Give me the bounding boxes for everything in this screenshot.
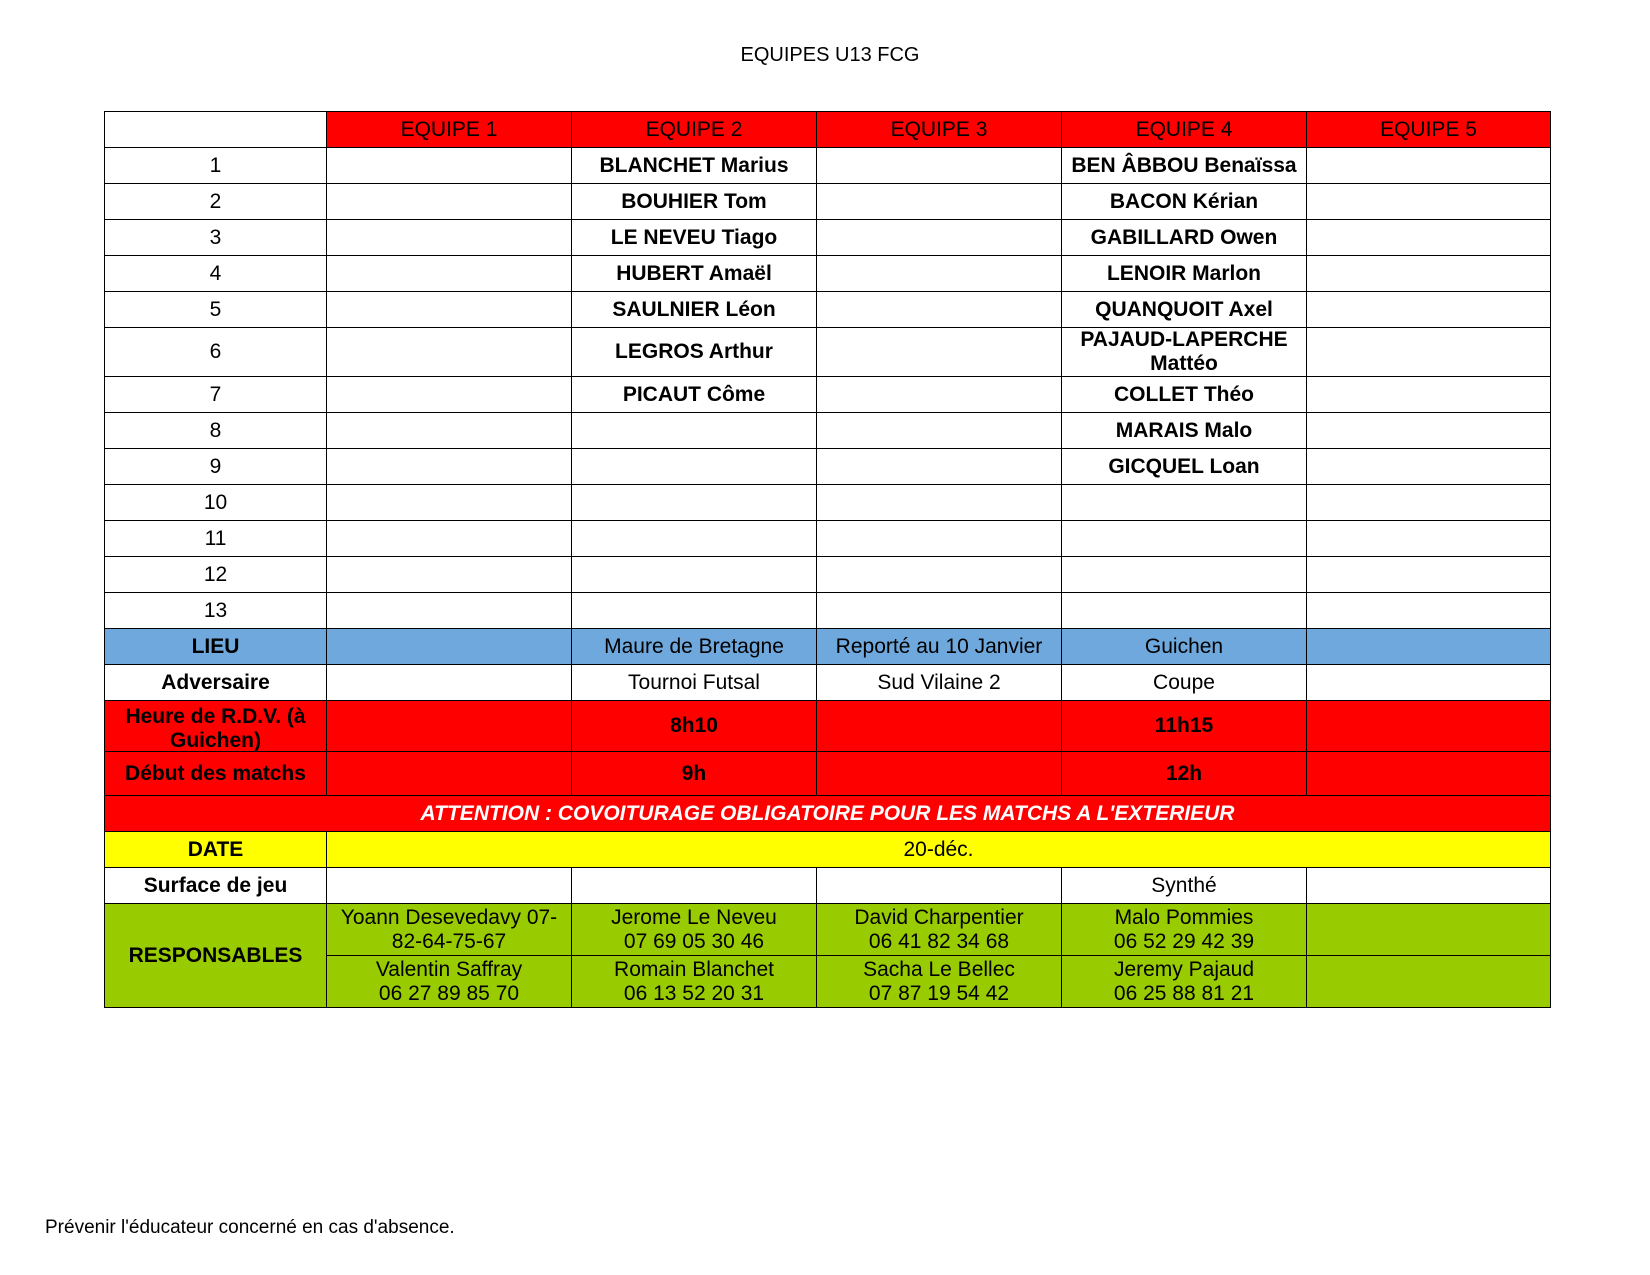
- player-cell: [1307, 521, 1551, 557]
- row-number: 3: [105, 220, 327, 256]
- player-cell: [817, 593, 1062, 629]
- row-number: 6: [105, 328, 327, 377]
- player-cell: [817, 184, 1062, 220]
- player-row: [105, 292, 1551, 328]
- player-cell: [1062, 593, 1307, 629]
- player-cell: BACON Kérian: [1062, 184, 1307, 220]
- player-cell: BEN ÂBBOU Benaïssa: [1062, 148, 1307, 184]
- heure-rdv-cell: 11h15: [1062, 701, 1307, 752]
- player-row: [105, 220, 1551, 256]
- responsable-cell: Valentin Saffray 06 27 89 85 70: [327, 956, 572, 1008]
- row-number: 11: [105, 521, 327, 557]
- player-cell: [817, 256, 1062, 292]
- player-cell: [1307, 220, 1551, 256]
- player-cell: [1307, 413, 1551, 449]
- player-cell: [1307, 485, 1551, 521]
- responsable-cell: [1307, 904, 1551, 956]
- player-cell: [327, 413, 572, 449]
- adversaire-cell: Sud Vilaine 2: [817, 665, 1062, 701]
- debut-cell: [327, 752, 572, 796]
- lieu-cell: [1307, 629, 1551, 665]
- row-number: 8: [105, 413, 327, 449]
- surface-cell: [572, 868, 817, 904]
- player-cell: [572, 413, 817, 449]
- responsable-cell: Yoann Desevedavy 07-82-64-75-67: [327, 904, 572, 956]
- responsable-cell: Jerome Le Neveu 07 69 05 30 46: [572, 904, 817, 956]
- heure-rdv-cell: 8h10: [572, 701, 817, 752]
- player-cell: [327, 449, 572, 485]
- player-row: [105, 377, 1551, 413]
- player-cell: QUANQUOIT Axel: [1062, 292, 1307, 328]
- surface-cell: [1307, 868, 1551, 904]
- lieu-label: LIEU: [105, 629, 327, 665]
- responsable-cell: Malo Pommies 06 52 29 42 39: [1062, 904, 1307, 956]
- lieu-row: [105, 629, 1551, 665]
- player-cell: HUBERT Amaël: [572, 256, 817, 292]
- player-cell: [327, 220, 572, 256]
- player-row: [105, 256, 1551, 292]
- player-cell: [572, 485, 817, 521]
- player-cell: COLLET Théo: [1062, 377, 1307, 413]
- player-cell: [817, 413, 1062, 449]
- adversaire-row: [105, 665, 1551, 701]
- heure-rdv-cell: [817, 701, 1062, 752]
- adversaire-cell: [1307, 665, 1551, 701]
- team-header: EQUIPE 2: [572, 112, 817, 148]
- row-number: 4: [105, 256, 327, 292]
- player-cell: [572, 521, 817, 557]
- lieu-cell: Guichen: [1062, 629, 1307, 665]
- heure-rdv-row: [105, 701, 1551, 752]
- player-row: [105, 449, 1551, 485]
- team-header: EQUIPE 1: [327, 112, 572, 148]
- player-cell: [327, 292, 572, 328]
- player-cell: MARAIS Malo: [1062, 413, 1307, 449]
- row-number: 12: [105, 557, 327, 593]
- player-cell: LENOIR Marlon: [1062, 256, 1307, 292]
- player-cell: [327, 485, 572, 521]
- date-row: [105, 832, 1551, 868]
- debut-cell: [1307, 752, 1551, 796]
- team-header: EQUIPE 3: [817, 112, 1062, 148]
- adversaire-label: Adversaire: [105, 665, 327, 701]
- player-row: [105, 485, 1551, 521]
- debut-cell: [817, 752, 1062, 796]
- debut-cell: 12h: [1062, 752, 1307, 796]
- player-cell: [327, 328, 572, 377]
- player-cell: [572, 449, 817, 485]
- adversaire-cell: [327, 665, 572, 701]
- heure-rdv-label: Heure de R.D.V. (à Guichen): [125, 705, 306, 751]
- player-cell: [1062, 557, 1307, 593]
- player-cell: [817, 485, 1062, 521]
- player-cell: [327, 593, 572, 629]
- surface-cell: Synthé: [1062, 868, 1307, 904]
- player-cell: [817, 148, 1062, 184]
- responsable-cell: [1307, 956, 1551, 1008]
- player-cell: GABILLARD Owen: [1062, 220, 1307, 256]
- player-cell: [1307, 557, 1551, 593]
- player-cell: [817, 328, 1062, 377]
- row-number: 9: [105, 449, 327, 485]
- player-cell: PICAUT Côme: [572, 377, 817, 413]
- player-row: [105, 328, 1551, 377]
- debut-row: [105, 752, 1551, 796]
- responsable-cell: David Charpentier 06 41 82 34 68: [817, 904, 1062, 956]
- heure-rdv-cell: [327, 701, 572, 752]
- player-cell: [572, 593, 817, 629]
- player-cell: [817, 557, 1062, 593]
- player-row: [105, 184, 1551, 220]
- debut-cell: 9h: [572, 752, 817, 796]
- player-cell: [1307, 449, 1551, 485]
- surface-cell: [817, 868, 1062, 904]
- player-cell: [817, 292, 1062, 328]
- player-cell: [327, 377, 572, 413]
- player-row: [105, 593, 1551, 629]
- player-row: [105, 148, 1551, 184]
- row-number: 10: [105, 485, 327, 521]
- player-cell: GICQUEL Loan: [1062, 449, 1307, 485]
- player-cell: LE NEVEU Tiago: [572, 220, 817, 256]
- player-cell: [817, 449, 1062, 485]
- heure-rdv-label-cell: [105, 701, 327, 752]
- surface-row: [105, 868, 1551, 904]
- player-cell: [327, 521, 572, 557]
- player-cell: [327, 256, 572, 292]
- player-cell: [1307, 256, 1551, 292]
- team-roster-table: [104, 111, 1551, 1008]
- team-header: EQUIPE 5: [1307, 112, 1551, 148]
- attention-row: [105, 796, 1551, 832]
- corner-cell: [105, 112, 327, 148]
- responsable-cell: Romain Blanchet 06 13 52 20 31: [572, 956, 817, 1008]
- lieu-cell: Reporté au 10 Janvier: [817, 629, 1062, 665]
- row-number: 5: [105, 292, 327, 328]
- player-cell: PAJAUD-LAPERCHE Mattéo: [1062, 328, 1307, 377]
- player-cell: LEGROS Arthur: [572, 328, 817, 377]
- player-cell: [327, 557, 572, 593]
- player-cell: [817, 220, 1062, 256]
- player-cell: [817, 521, 1062, 557]
- player-cell: [327, 184, 572, 220]
- player-cell: [327, 148, 572, 184]
- heure-rdv-cell: [1307, 701, 1551, 752]
- player-cell: [1307, 292, 1551, 328]
- date-value: 20-déc.: [327, 832, 1551, 868]
- team-header: EQUIPE 4: [1062, 112, 1307, 148]
- row-number: 7: [105, 377, 327, 413]
- responsables-row-1: [105, 904, 1551, 956]
- player-row: [105, 521, 1551, 557]
- header-row: [105, 112, 1551, 148]
- player-cell: BLANCHET Marius: [572, 148, 817, 184]
- surface-cell: [327, 868, 572, 904]
- row-number: 2: [105, 184, 327, 220]
- player-cell: SAULNIER Léon: [572, 292, 817, 328]
- lieu-cell: Maure de Bretagne: [572, 629, 817, 665]
- responsable-cell: Jeremy Pajaud 06 25 88 81 21: [1062, 956, 1307, 1008]
- row-number: 13: [105, 593, 327, 629]
- adversaire-cell: Coupe: [1062, 665, 1307, 701]
- player-rows: [105, 148, 1551, 629]
- surface-label: Surface de jeu: [105, 868, 327, 904]
- player-row: [105, 557, 1551, 593]
- player-cell: [1307, 148, 1551, 184]
- footer-note: Prévenir l'éducateur concerné en cas d'absence.: [45, 1217, 455, 1238]
- player-cell: [1307, 184, 1551, 220]
- player-cell: [1307, 328, 1551, 377]
- row-number: 1: [105, 148, 327, 184]
- debut-label: Début des matchs: [105, 752, 327, 796]
- responsable-cell: Sacha Le Bellec 07 87 19 54 42: [817, 956, 1062, 1008]
- player-cell: [572, 557, 817, 593]
- player-cell: BOUHIER Tom: [572, 184, 817, 220]
- player-cell: [1307, 377, 1551, 413]
- player-cell: [1062, 485, 1307, 521]
- player-cell: [1062, 521, 1307, 557]
- date-label: DATE: [105, 832, 327, 868]
- player-row: [105, 413, 1551, 449]
- attention-banner: ATTENTION : COVOITURAGE OBLIGATOIRE POUR LES MATCHS A L'EXTERIEUR: [105, 796, 1551, 832]
- adversaire-cell: Tournoi Futsal: [572, 665, 817, 701]
- responsables-label: RESPONSABLES: [105, 904, 327, 1008]
- player-cell: [1307, 593, 1551, 629]
- player-cell: [817, 377, 1062, 413]
- lieu-cell: [327, 629, 572, 665]
- document-title: EQUIPES U13 FCG: [740, 44, 920, 66]
